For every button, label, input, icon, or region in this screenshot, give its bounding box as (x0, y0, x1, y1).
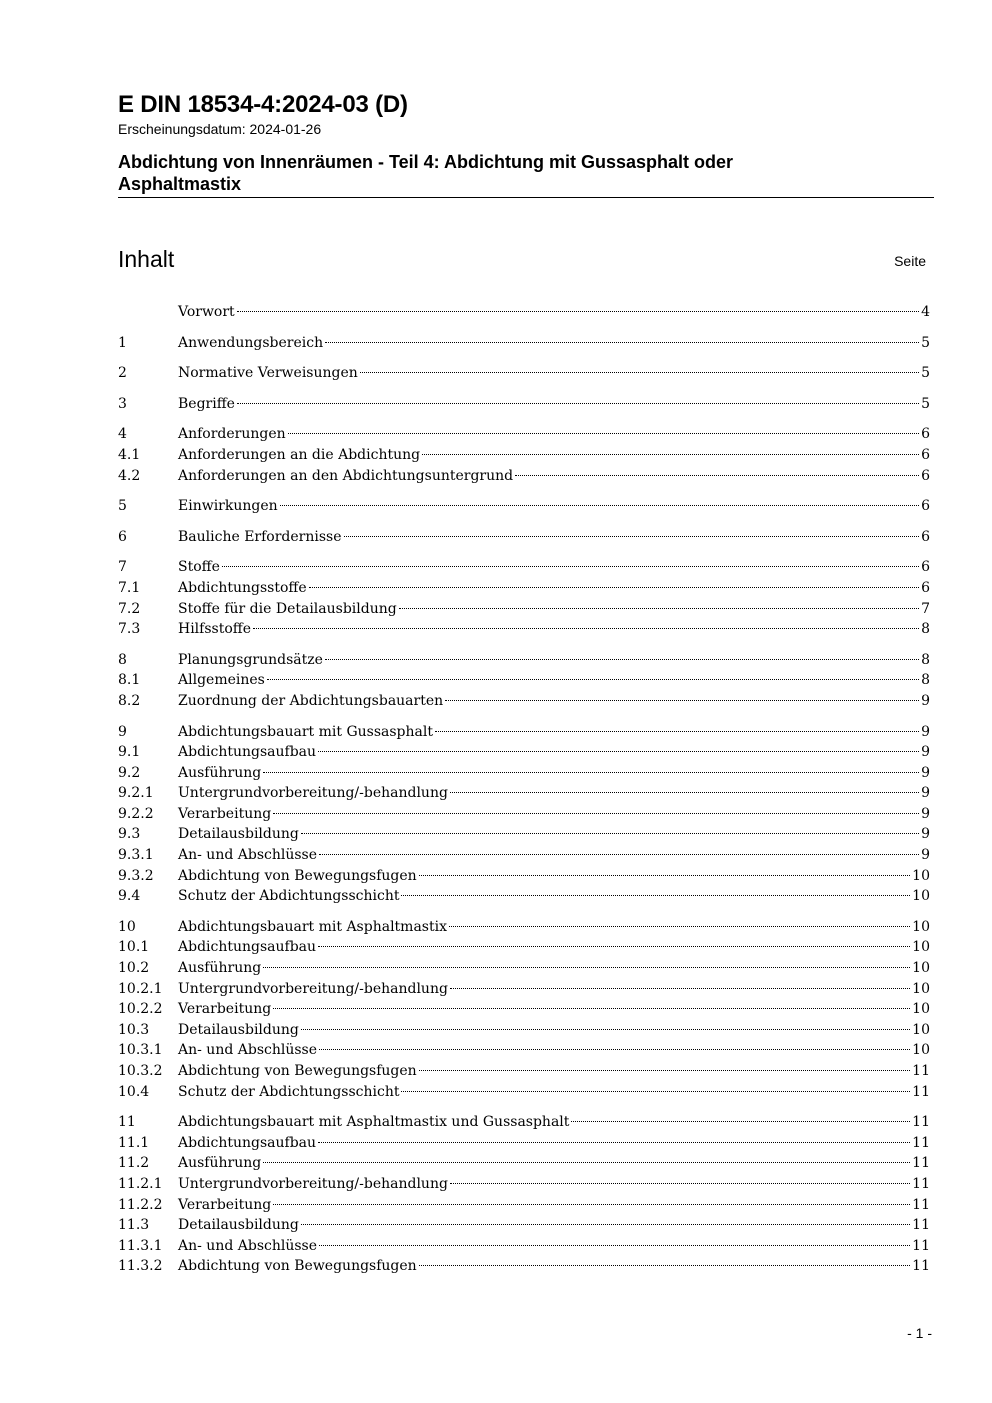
toc-entry-title: Verarbeitung (178, 805, 272, 822)
toc-entry[interactable] (118, 424, 930, 445)
toc-group (118, 557, 930, 639)
toc-dot-leader (263, 771, 919, 773)
toc-entry-number: 11.1 (118, 1134, 150, 1151)
toc-dot-leader (301, 1028, 910, 1030)
toc-dot-leader (401, 1090, 910, 1092)
toc-entry-page: 10 (912, 888, 930, 905)
toc-dot-leader (419, 1264, 910, 1266)
toc-entry-page: 11 (912, 1114, 930, 1131)
toc-entry[interactable] (118, 1020, 930, 1041)
toc-title: Inhalt (118, 246, 175, 272)
toc-entry-number: 4.1 (118, 446, 141, 463)
toc-group (118, 424, 930, 486)
toc-entry-number: 11.3 (118, 1217, 150, 1234)
toc-entry-title: Abdichtungsaufbau (178, 744, 317, 761)
toc-entry[interactable] (118, 1215, 930, 1236)
toc-entry-title: Verarbeitung (178, 1196, 272, 1213)
toc-entry-number: 10.1 (118, 939, 150, 956)
toc-entry-title: Zuordnung der Abdichtungsbauarten (178, 692, 444, 709)
toc-entry[interactable] (118, 824, 930, 845)
toc-entry-number: 10.3.1 (118, 1042, 163, 1059)
toc-dot-leader (273, 1007, 910, 1009)
toc-dot-leader (419, 1069, 910, 1071)
toc-entry[interactable] (118, 1174, 930, 1195)
toc-entry-title: Abdichtungsbauart mit Asphaltmastix und Gussasphalt (178, 1114, 570, 1131)
toc-entry-title: Stoffe für die Detailausbildung (178, 600, 397, 617)
toc-entry[interactable] (118, 917, 930, 938)
toc-dot-leader (450, 987, 910, 989)
toc-entry-page: 10 (912, 867, 930, 884)
toc-entry-number: 7 (118, 559, 127, 576)
toc-entry-title: An- und Abschlüsse (178, 1042, 318, 1059)
toc-entry-title: Abdichtungsstoffe (178, 579, 307, 596)
toc-entry-number: 9.2.1 (118, 785, 154, 802)
toc-dot-leader (273, 812, 919, 814)
toc-entry-title: Detailausbildung (178, 1021, 299, 1038)
document-header (118, 90, 934, 198)
toc-dot-leader (422, 453, 919, 455)
toc-group (118, 527, 930, 548)
toc-dot-leader (222, 565, 919, 567)
toc-entry-page: 8 (921, 672, 930, 689)
toc-entry-title: Hilfsstoffe (178, 621, 252, 638)
toc-dot-leader (280, 504, 919, 506)
toc-entry-number: 10.2.2 (118, 1001, 163, 1018)
toc-dot-leader (450, 1182, 910, 1184)
toc-entry-number: 11.3.2 (118, 1258, 163, 1275)
toc-entry-title: Begriffe (178, 395, 235, 412)
toc-entry-title: Abdichtung von Bewegungsfugen (178, 1063, 417, 1079)
toc-entry-title: Abdichtungsaufbau (178, 1134, 317, 1151)
toc-entry[interactable] (118, 599, 930, 620)
toc-group (118, 1112, 930, 1277)
toc-entry-number: 8.2 (118, 692, 141, 709)
toc-entry-number: 9.2.2 (118, 805, 154, 822)
toc-entry[interactable] (118, 722, 930, 743)
toc-entry[interactable] (118, 557, 930, 578)
toc-entry-number: 4 (118, 426, 127, 443)
toc-entry-page: 11 (912, 1083, 930, 1100)
toc-group (118, 302, 930, 323)
toc-entry[interactable] (118, 691, 930, 712)
toc-entry-page: 6 (921, 426, 930, 443)
toc-dot-leader (253, 627, 919, 629)
table-of-contents (118, 302, 930, 1287)
toc-entry-title: Untergrundvorbereitung/-behandlung (178, 980, 448, 997)
toc-entry[interactable] (118, 804, 930, 825)
document-title-line-2: Asphaltmastix (118, 174, 242, 194)
toc-entry-page: 11 (912, 1258, 930, 1275)
toc-entry-page: 5 (921, 395, 930, 412)
toc-entry-page: 8 (921, 651, 930, 668)
toc-entry-page: 4 (921, 304, 930, 320)
toc-entry[interactable] (118, 1195, 930, 1216)
toc-dot-leader (318, 945, 910, 947)
toc-group (118, 722, 930, 907)
toc-group (118, 650, 930, 712)
toc-entry[interactable] (118, 866, 930, 887)
toc-entry-number: 9.1 (118, 744, 141, 761)
toc-entry[interactable] (118, 783, 930, 804)
publication-date: Erscheinungsdatum: 2024-01-26 (118, 121, 322, 137)
toc-entry[interactable] (118, 302, 930, 323)
toc-dot-leader (445, 699, 919, 701)
toc-entry-number: 9.3.2 (118, 867, 154, 884)
toc-entry[interactable] (118, 527, 930, 548)
toc-entry-number: 10.2 (118, 960, 150, 977)
toc-entry-page: 6 (921, 559, 930, 576)
toc-dot-leader (450, 791, 919, 793)
toc-entry-title: Abdichtung von Bewegungsfugen (178, 1258, 417, 1275)
toc-dot-leader (435, 730, 919, 732)
toc-entry-page: 9 (921, 785, 930, 802)
toc-entry-title: Planungsgrundsätze (178, 651, 323, 668)
toc-entry-page: 6 (921, 498, 930, 515)
toc-group (118, 363, 930, 384)
toc-dot-leader (301, 832, 919, 834)
toc-entry-title: Verarbeitung (178, 1001, 272, 1018)
toc-dot-leader (309, 586, 919, 588)
toc-entry-title: Abdichtungsaufbau (178, 939, 317, 956)
toc-entry-page: 11 (912, 1196, 930, 1213)
toc-entry-number: 11 (118, 1114, 136, 1131)
toc-dot-leader (449, 925, 910, 927)
toc-entry[interactable] (118, 937, 930, 958)
toc-entry-page: 10 (912, 1001, 930, 1018)
toc-entry[interactable] (118, 979, 930, 1000)
toc-entry[interactable] (118, 1112, 930, 1133)
toc-entry-page: 10 (912, 980, 930, 997)
toc-dot-leader (301, 1223, 910, 1225)
toc-entry-title: Abdichtungsbauart mit Asphaltmastix (178, 918, 447, 935)
toc-entry-page: 9 (921, 723, 930, 740)
toc-entry[interactable] (118, 445, 930, 466)
toc-dot-leader (344, 535, 920, 537)
toc-entry-number: 9 (118, 723, 127, 740)
toc-entry-number: 6 (118, 528, 127, 545)
toc-entry-page: 11 (912, 1155, 930, 1172)
toc-entry-page: 10 (912, 918, 930, 935)
toc-entry-title: An- und Abschlüsse (178, 847, 318, 864)
toc-entry-number: 11.2.1 (118, 1175, 163, 1192)
toc-entry-page: 6 (921, 528, 930, 545)
toc-entry-number: 7.1 (118, 579, 141, 596)
toc-entry-page: 11 (912, 1063, 930, 1079)
toc-dot-leader (319, 1048, 910, 1050)
toc-dot-leader (325, 341, 919, 343)
toc-entry-page: 5 (921, 365, 930, 382)
toc-dot-leader (515, 474, 919, 476)
toc-dot-leader (318, 1141, 910, 1143)
toc-dot-leader (318, 750, 919, 752)
document-title-line-1: Abdichtung von Innenräumen - Teil 4: Abdichtung mit Gussasphalt oder (118, 152, 734, 172)
toc-entry-title: Detailausbildung (178, 826, 299, 843)
toc-dot-leader (237, 310, 919, 312)
toc-entry-number: 11.3.1 (118, 1237, 163, 1254)
toc-dot-leader (237, 402, 919, 404)
document-title (118, 151, 934, 198)
toc-entry[interactable] (118, 958, 930, 979)
toc-entry-number: 11.2 (118, 1155, 150, 1172)
toc-entry-page: 6 (921, 579, 930, 596)
toc-entry-title: Allgemeines (178, 672, 265, 689)
toc-entry-title: Untergrundvorbereitung/-behandlung (178, 785, 448, 802)
toc-dot-leader (319, 1244, 910, 1246)
toc-entry-number: 10.3.2 (118, 1063, 163, 1079)
toc-entry[interactable] (118, 496, 930, 517)
document-id: E DIN 18534-4:2024-03 (D) (118, 91, 408, 118)
toc-entry-title: Normative Verweisungen (178, 365, 358, 382)
toc-dot-leader (288, 432, 919, 434)
toc-dot-leader (360, 371, 919, 373)
toc-entry[interactable] (118, 1082, 930, 1103)
toc-entry-number: 7.2 (118, 600, 141, 617)
toc-entry-page: 10 (912, 1042, 930, 1059)
toc-dot-leader (325, 658, 919, 660)
toc-entry-title: Ausführung (178, 960, 262, 977)
toc-dot-leader (263, 1161, 910, 1163)
page-number: - 1 - (907, 1325, 932, 1341)
toc-entry-number: 2 (118, 365, 127, 382)
toc-dot-leader (401, 894, 910, 896)
toc-entry-title: Bauliche Erfordernisse (178, 528, 342, 545)
toc-entry[interactable] (118, 466, 930, 487)
toc-entry-page: 9 (921, 847, 930, 864)
toc-entry-title: Stoffe (178, 559, 220, 576)
toc-entry-title: Einwirkungen (178, 498, 278, 515)
toc-entry[interactable] (118, 1256, 930, 1277)
toc-entry-title: Anforderungen an den Abdichtungsuntergrund (178, 467, 514, 484)
toc-entry-page: 10 (912, 960, 930, 977)
toc-dot-leader (319, 853, 919, 855)
toc-entry[interactable] (118, 763, 930, 784)
toc-entry[interactable] (118, 650, 930, 671)
toc-entry[interactable] (118, 394, 930, 415)
toc-entry-page: 9 (921, 692, 930, 709)
toc-dot-leader (273, 1203, 910, 1205)
toc-entry-page: 10 (912, 1021, 930, 1038)
toc-entry[interactable] (118, 363, 930, 384)
toc-entry-title: Ausführung (178, 1155, 262, 1172)
toc-entry-number: 10 (118, 918, 136, 935)
toc-entry-title: Anwendungsbereich (178, 334, 324, 351)
toc-entry[interactable] (118, 578, 930, 599)
toc-entry-number: 1 (118, 334, 127, 351)
toc-entry-title: Anforderungen (178, 426, 286, 443)
toc-entry-page: 9 (921, 764, 930, 781)
toc-entry-number: 9.4 (118, 888, 141, 905)
toc-entry-page: 10 (912, 939, 930, 956)
toc-entry-page: 11 (912, 1237, 930, 1254)
toc-dot-leader (267, 678, 919, 680)
toc-dot-leader (399, 607, 919, 609)
toc-group (118, 333, 930, 354)
toc-entry-number: 9.3 (118, 826, 141, 843)
toc-entry-title: Ausführung (178, 764, 262, 781)
toc-entry-title: Schutz der Abdichtungsschicht (178, 888, 400, 905)
toc-entry-number: 5 (118, 498, 127, 515)
toc-entry-number: 4.2 (118, 467, 141, 484)
toc-entry[interactable] (118, 670, 930, 691)
toc-entry-page: 8 (921, 621, 930, 638)
toc-entry-title: Vorwort (178, 304, 235, 320)
toc-entry[interactable] (118, 619, 930, 640)
toc-dot-leader (419, 874, 910, 876)
toc-entry-title: An- und Abschlüsse (178, 1237, 318, 1254)
toc-entry-number: 10.3 (118, 1021, 150, 1038)
toc-entry-number: 7.3 (118, 621, 141, 638)
toc-entry-number: 11.2.2 (118, 1196, 163, 1213)
toc-entry-number: 10.2.1 (118, 980, 163, 997)
toc-entry[interactable] (118, 333, 930, 354)
toc-entry-page: 11 (912, 1175, 930, 1192)
toc-entry-number: 9.3.1 (118, 847, 154, 864)
toc-entry-number: 8.1 (118, 672, 141, 689)
toc-entry-page: 9 (921, 805, 930, 822)
toc-entry-page: 9 (921, 826, 930, 843)
toc-entry-page: 5 (921, 334, 930, 351)
toc-entry[interactable] (118, 742, 930, 763)
toc-entry-page: 6 (921, 446, 930, 463)
toc-group (118, 394, 930, 415)
toc-entry-page: 6 (921, 467, 930, 484)
toc-entry-page: 11 (912, 1217, 930, 1234)
toc-entry[interactable] (118, 1133, 930, 1154)
toc-page-label: Seite (894, 253, 926, 269)
toc-entry-page: 9 (921, 744, 930, 761)
toc-entry-number: 8 (118, 651, 127, 668)
toc-entry-title: Abdichtungsbauart mit Gussasphalt (178, 723, 433, 740)
toc-entry-title: Abdichtung von Bewegungsfugen (178, 867, 417, 884)
toc-entry[interactable] (118, 1061, 930, 1082)
toc-entry-page: 7 (921, 600, 930, 617)
toc-entry-number: 10.4 (118, 1083, 150, 1100)
toc-heading (118, 245, 926, 277)
toc-entry-title: Schutz der Abdichtungsschicht (178, 1083, 400, 1100)
toc-entry[interactable] (118, 999, 930, 1020)
toc-entry[interactable] (118, 845, 930, 866)
toc-entry[interactable] (118, 886, 930, 907)
toc-entry-page: 11 (912, 1134, 930, 1151)
toc-entry-title: Detailausbildung (178, 1217, 299, 1234)
toc-entry[interactable] (118, 1040, 930, 1061)
toc-entry-title: Untergrundvorbereitung/-behandlung (178, 1175, 448, 1192)
toc-entry[interactable] (118, 1153, 930, 1174)
toc-entry[interactable] (118, 1236, 930, 1257)
toc-entry-number: 9.2 (118, 764, 141, 781)
toc-dot-leader (571, 1120, 910, 1122)
toc-entry-title: Anforderungen an die Abdichtung (178, 446, 421, 463)
toc-entry-number: 3 (118, 395, 127, 412)
toc-group (118, 917, 930, 1102)
toc-group (118, 496, 930, 517)
toc-dot-leader (263, 966, 910, 968)
